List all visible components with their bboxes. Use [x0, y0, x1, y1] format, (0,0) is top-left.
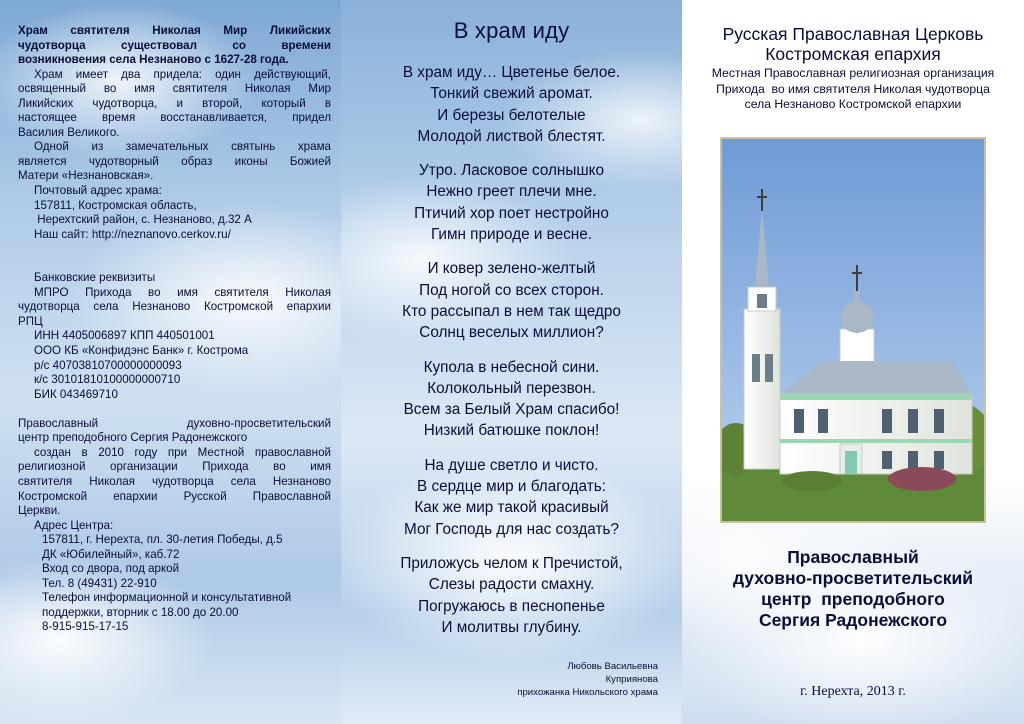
left-panel [0, 0, 341, 724]
chapels-line: Ликийских чудотворца, и второй, который в [18, 96, 331, 110]
poem-stanza [341, 160, 682, 245]
org-line: Местная Православная религиозная организация [711, 66, 995, 80]
poem-line: И березы белотелые [437, 106, 586, 124]
center-title [682, 547, 1024, 631]
poem-stanza [341, 553, 682, 638]
poem-line: Нежно греет плечи мне. [426, 183, 597, 201]
bank-line: ИНН 4405006897 КПП 440501001 [34, 329, 215, 343]
phone-number: Тел. 8 (49431) 22-910 [42, 576, 157, 590]
poem-line: В сердце мир и благодать: [417, 478, 606, 496]
center-address-label: Адрес Центра: [34, 518, 114, 532]
bank-title: Банковские реквизиты [34, 271, 156, 285]
poem-line: И молитвы глубину. [441, 618, 582, 636]
center-title-line: центр преподобного [761, 589, 945, 609]
intro-line: возникновения села Незнаново с 1627-28 года. [18, 53, 289, 67]
author-name: Любовь Васильевна [567, 661, 658, 672]
poem-line: В храм иду… Цветенье белое. [402, 64, 621, 81]
support-line: поддержки, вторник с 18.00 до 20.00 [42, 605, 239, 619]
center-name-line: Православный духовно-просветительский [18, 416, 331, 430]
address-label: Почтовый адрес храма: [34, 184, 162, 198]
poem-line: Тонкий свежий аромат. [430, 85, 593, 103]
intro-line: Храм святителя Николая Мир Ликийских [18, 24, 331, 37]
poem-author [517, 660, 658, 699]
org-line: Прихода во имя святителя Николая чудотворца [716, 81, 990, 96]
poem-line: Под ногой со всех сторон. [419, 281, 604, 299]
poem-line: Слезы радости смахну. [428, 576, 595, 594]
poem-panel [341, 0, 682, 724]
center-title-line: Сергия Радонежского [758, 610, 948, 630]
poem-line: Всем за Белый Храм спасибо! [403, 401, 620, 419]
center-desc-line: Костромской епархии Русской Православной [18, 489, 331, 503]
icon-line: является чудотворный образ иконы Божией [18, 154, 331, 168]
support-line: Телефон информационной и консультативной [42, 591, 292, 605]
author-role: прихожанка Никольского храма [517, 687, 658, 698]
poem-line: Молодой листвой блестят. [417, 127, 606, 145]
poem-line: Птичий хор поет нестройно [414, 204, 609, 222]
center-title-line: духовно-просветительский [732, 568, 974, 588]
address-line: 157811, Костромская область, [34, 198, 197, 212]
poem-line: Мог Господь для нас создать? [404, 520, 619, 538]
poem-line: Кто рассыпал в нем так щедро [402, 302, 621, 320]
center-desc-line: Церкви. [18, 504, 61, 518]
bank-org-line: чудотворца села Незнаново Костромской епархии [18, 300, 331, 314]
center-address-line: Вход со двора, под аркой [42, 562, 180, 576]
poem-line: Купола в небесной сини. [423, 358, 600, 376]
chapels-line: Василия Великого. [18, 125, 120, 139]
chapels-line: настоящее время восстанавливается, придел [18, 111, 331, 125]
chapels-line: освященный во имя святителя Николая Мир [18, 82, 331, 96]
church-photo [720, 137, 986, 523]
poem-title: В храм иду [453, 18, 570, 43]
center-name-line: центр преподобного Сергия Радонежского [18, 431, 248, 445]
icon-line: Одной из замечательных святынь храма [34, 140, 331, 154]
bank-line: р/с 40703810700000000093 [34, 358, 182, 372]
poem-stanza [341, 62, 682, 147]
bank-line: к/с 30101810100000000710 [34, 373, 181, 387]
bank-org-line: РПЦ [18, 314, 43, 328]
intro-line: чудотворца существовал со времени [18, 38, 331, 52]
poem-line: Низкий батюшке поклон! [423, 422, 600, 440]
bank-line: ООО КБ «Конфидэнс Банк» г. Кострома [34, 344, 249, 358]
poem-line: Погружаюсь в песнопенье [418, 597, 605, 615]
poem-line: Солнц веселых миллион? [419, 324, 604, 342]
icon-line: Матери «Незнановская». [18, 169, 154, 183]
center-address-line: 157811, г. Нерехта, пл. 30-летия Победы, д.5 [42, 533, 283, 547]
poem-line: Утро. Ласковое солнышко [418, 162, 605, 180]
poem-stanza [341, 455, 682, 540]
city-year: г. Нерехта, 2013 г. [800, 684, 906, 699]
eparchy-name: Костромская епархия [765, 44, 941, 64]
bank-line: БИК 043469710 [34, 387, 118, 401]
phone-number: 8-915-915-17-15 [42, 620, 129, 634]
center-title-line: Православный [787, 547, 919, 567]
website-link[interactable]: Наш сайт: http://neznanovo.cerkov.ru/ [34, 227, 231, 241]
center-desc-line: религиозной организации Прихода во имя [18, 460, 331, 474]
poem-line: На душе светло и чисто. [424, 456, 599, 474]
poem-line: Как же мир такой красивый [414, 499, 609, 517]
org-line: села Незнаново Костромской епархии [744, 97, 962, 111]
center-address-line: ДК «Юбилейный», каб.72 [42, 547, 180, 561]
poem-stanza [341, 357, 682, 442]
address-line: Нерехтский район, с. Незнаново, д.32 А [34, 213, 252, 227]
center-desc-line: создан в 2010 году при Местной православной [34, 445, 331, 459]
poem-line: Приложусь челом к Пречистой, [400, 554, 623, 572]
poem-line: Гимн природе и весне. [431, 226, 592, 244]
center-desc-line: святителя Николая чудотворца села Незнаново [18, 474, 331, 488]
church-name: Русская Православная Церковь [722, 24, 984, 44]
poem-line: Колокольный перезвон. [427, 379, 596, 397]
author-surname: Куприянова [605, 674, 658, 685]
bank-org-line: МПРО Прихода во имя святителя Николая [34, 285, 331, 299]
poem-line: И ковер зелено-желтый [427, 260, 596, 278]
church-illustration [722, 139, 984, 521]
cover-panel [682, 0, 1024, 724]
poem-stanza [341, 258, 682, 343]
chapels-line: Храм имеет два придела: один действующий, [34, 67, 331, 81]
